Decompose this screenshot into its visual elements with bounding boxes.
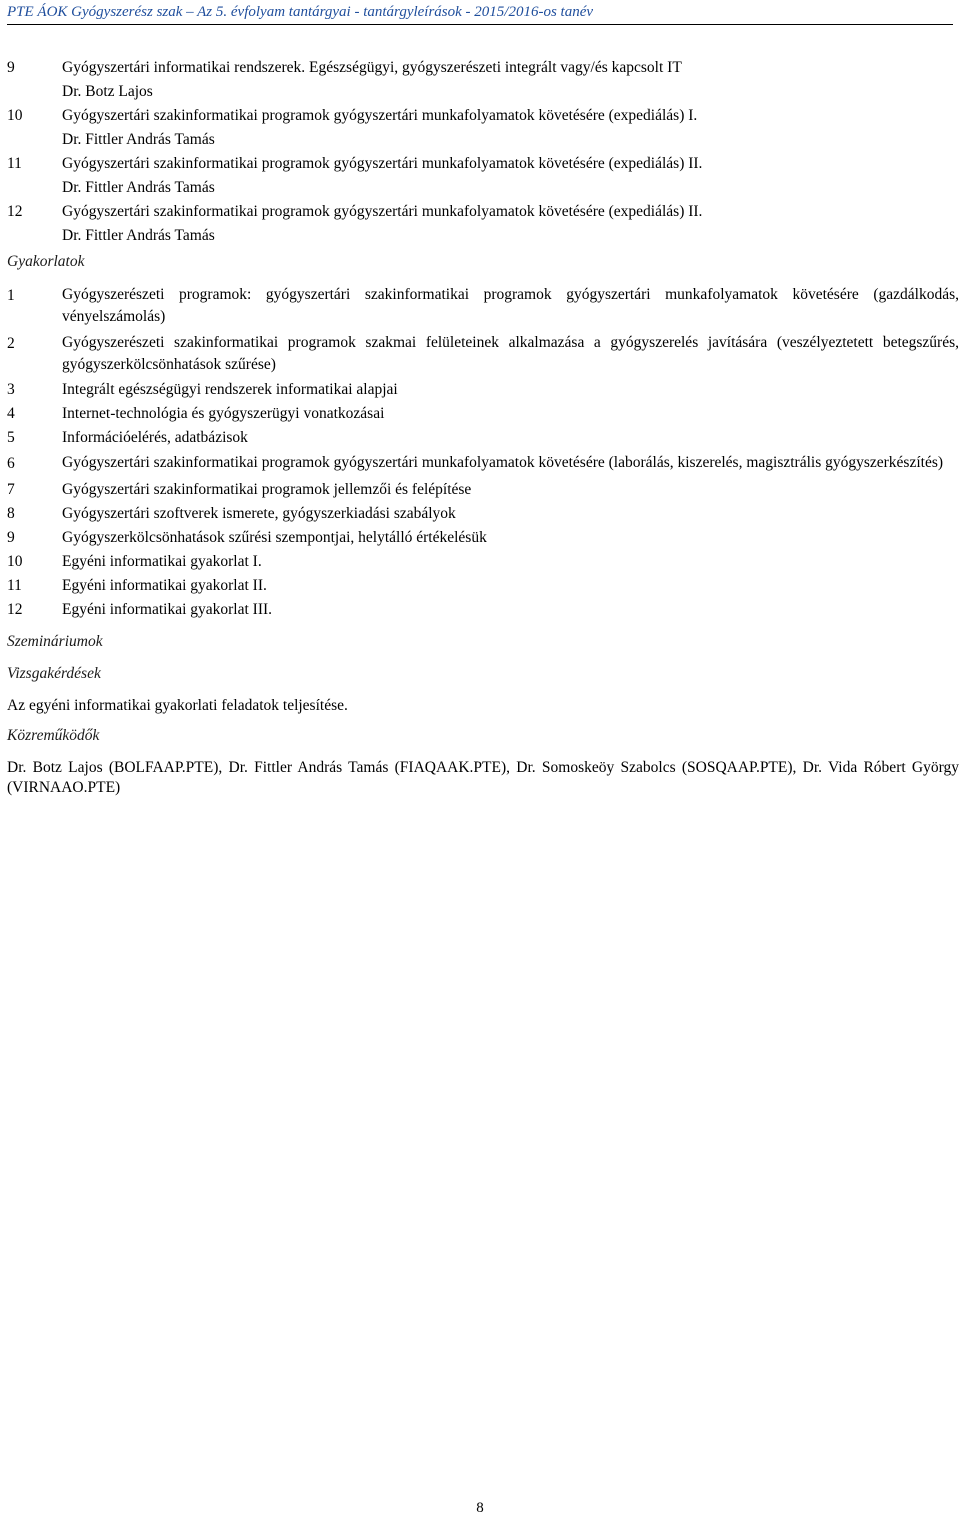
practice-text: Gyógyszerészeti szakinformatikai programok szakmai felületeinek alkalmazása a gyógyszerelés javítására (veszélyeztetett betegszűrés, gyógyszerkölcsönhatások szűrése) (62, 334, 959, 373)
practice-item (7, 402, 959, 426)
practice-text: Egyéni informatikai gyakorlat I. (62, 553, 262, 570)
practice-item (7, 426, 959, 450)
page-number: 8 (476, 1500, 484, 1516)
lecture-item (7, 104, 959, 152)
practice-item (7, 332, 959, 376)
lecture-item (7, 152, 959, 200)
practice-item (7, 284, 959, 328)
lecture-title: Gyógyszertári informatikai rendszerek. Egészségügyi, gyógyszerészeti integrált vagy/és kapcsolt IT (62, 59, 682, 76)
practice-number: 12 (7, 601, 23, 618)
practice-item (7, 452, 959, 476)
practice-item (7, 526, 959, 550)
practice-text: Egyéni informatikai gyakorlat II. (62, 577, 267, 594)
contributors-heading: Közreműködők (7, 727, 100, 744)
practice-number: 8 (7, 505, 15, 522)
practice-number: 2 (7, 335, 15, 352)
practice-text: Gyógyszertári szakinformatikai programok jellemzői és felépítése (62, 481, 472, 498)
practice-text: Internet-technológia és gyógyszerügyi vonatkozásai (62, 405, 385, 422)
lecture-title: Gyógyszertári szakinformatikai programok gyógyszertári munkafolyamatok követésére (expediálás) II. (62, 203, 703, 220)
practice-text: Gyógyszertári szoftverek ismerete, gyógyszerkiadási szabályok (62, 505, 456, 522)
practice-list (7, 284, 959, 622)
lecture-number: 10 (7, 107, 23, 124)
exam-text: Az egyéni informatikai gyakorlati feladatok teljesítése. (7, 697, 348, 714)
practice-number: 6 (7, 455, 15, 472)
lecture-teacher: Dr. Fittler András Tamás (62, 131, 215, 148)
document-body (7, 56, 959, 798)
practice-item (7, 378, 959, 402)
practice-text: Gyógyszertári szakinformatikai programok gyógyszertári munkafolyamatok követésére (laborálás, kiszerelés, magisztrális gyógyszerkészítés) (62, 454, 944, 471)
lecture-item (7, 56, 959, 104)
exam-heading: Vizsgakérdések (7, 665, 101, 682)
practice-item (7, 502, 959, 526)
practice-item (7, 550, 959, 574)
practice-text: Gyógyszerkölcsönhatások szűrési szempontjai, helytálló értékelésük (62, 529, 487, 546)
seminars-heading: Szemináriumok (7, 633, 103, 650)
practice-text: Információelérés, adatbázisok (62, 429, 248, 446)
lecture-list (7, 56, 959, 248)
practice-number: 11 (7, 577, 22, 594)
practice-text: Integrált egészségügyi rendszerek informatikai alapjai (62, 381, 398, 398)
practice-text: Gyógyszerészeti programok: gyógyszertári szakinformatikai programok gyógyszertári munkafolyamatok követésére (gazdálkodás, vényelszámolás) (62, 286, 959, 325)
page-header: PTE ÁOK Gyógyszerész szak – Az 5. évfolyam tantárgyai - tantárgyleírások - 2015/2016-os tanév (7, 2, 953, 25)
lecture-number: 12 (7, 203, 23, 220)
practice-item (7, 598, 959, 622)
practice-item (7, 478, 959, 502)
practice-number: 4 (7, 405, 15, 422)
lecture-title: Gyógyszertári szakinformatikai programok gyógyszertári munkafolyamatok követésére (expediálás) II. (62, 155, 703, 172)
lecture-number: 11 (7, 155, 22, 172)
lecture-title: Gyógyszertári szakinformatikai programok gyógyszertári munkafolyamatok követésére (expediálás) I. (62, 107, 698, 124)
practice-number: 1 (7, 287, 15, 304)
practice-number: 5 (7, 429, 15, 446)
practice-text: Egyéni informatikai gyakorlat III. (62, 601, 273, 618)
practice-heading: Gyakorlatok (7, 253, 85, 270)
lecture-teacher: Dr. Botz Lajos (62, 83, 153, 100)
lecture-teacher: Dr. Fittler András Tamás (62, 227, 215, 244)
lecture-number: 9 (7, 59, 15, 76)
practice-number: 7 (7, 481, 15, 498)
practice-item (7, 574, 959, 598)
practice-number: 9 (7, 529, 15, 546)
lecture-item (7, 200, 959, 248)
practice-number: 3 (7, 381, 15, 398)
lecture-teacher: Dr. Fittler András Tamás (62, 179, 215, 196)
contributors-text: Dr. Botz Lajos (BOLFAAP.PTE), Dr. Fittler András Tamás (FIAQAAK.PTE), Dr. Somoskeöy Szabolcs (SOSQAAP.PTE), Dr. Vida Róbert György (VIRNAAO.PTE) (7, 759, 959, 796)
practice-number: 10 (7, 553, 23, 570)
